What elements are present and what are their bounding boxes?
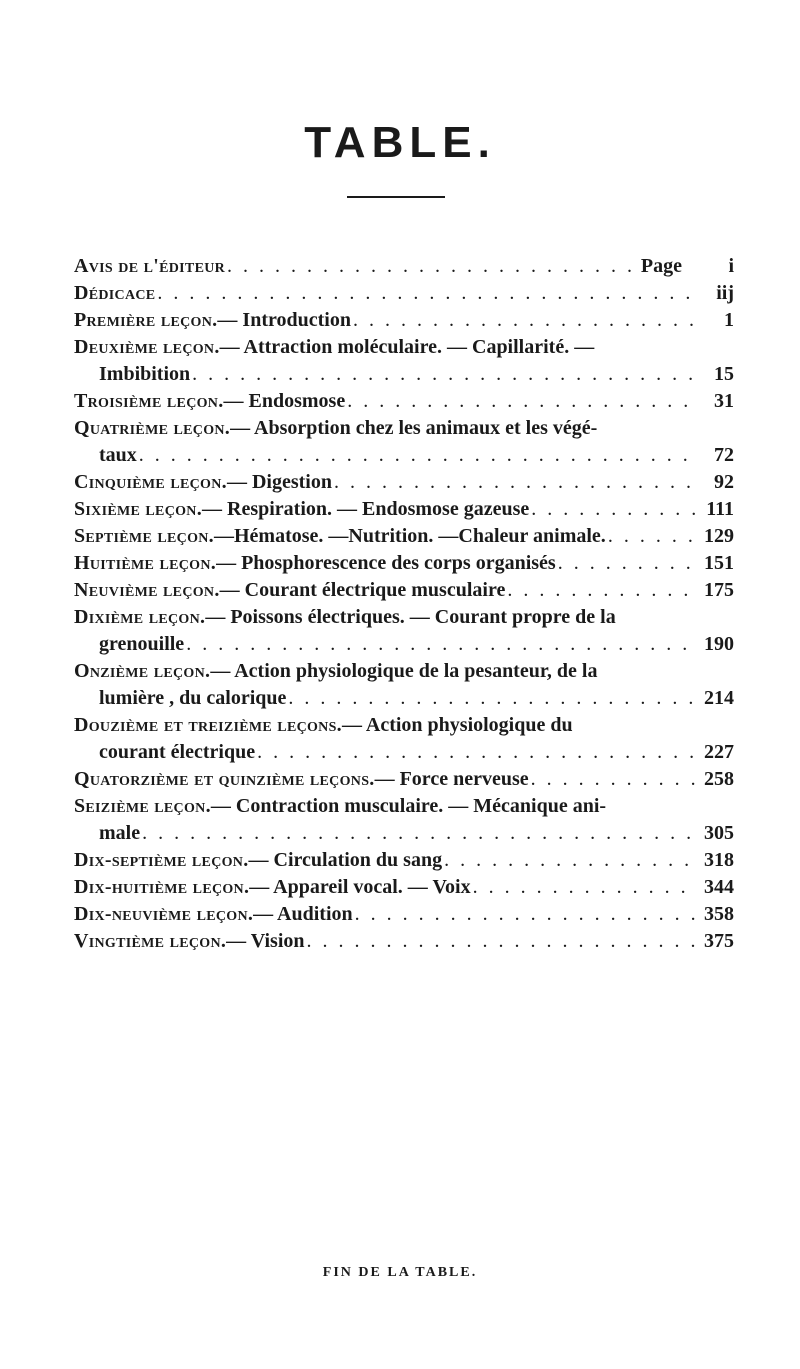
entry-subject: male bbox=[99, 822, 141, 844]
leader-dots bbox=[288, 685, 696, 712]
entry-subject: courant électrique bbox=[99, 741, 256, 763]
page-number: 1 bbox=[724, 309, 734, 331]
end-note: FIN DE LA TABLE. bbox=[322, 1265, 478, 1280]
lesson-title: Vingtième leçon. bbox=[74, 930, 227, 952]
lesson-title: Septième leçon. bbox=[74, 525, 214, 547]
entry-subject: — Audition bbox=[253, 903, 353, 925]
leader-dots bbox=[307, 928, 696, 955]
toc-entry bbox=[74, 901, 734, 928]
leader-dots bbox=[531, 766, 696, 793]
lesson-title: Quatrième leçon. bbox=[74, 417, 231, 439]
entry-subject: — Digestion bbox=[226, 471, 332, 493]
lesson-title: Dédicace bbox=[74, 282, 156, 304]
lesson-title: Huitième leçon. bbox=[74, 552, 217, 574]
page-number: 344 bbox=[704, 876, 734, 898]
lesson-title: Dix-neuvième leçon. bbox=[74, 903, 254, 925]
toc-entry bbox=[74, 415, 734, 469]
leader-dots bbox=[355, 901, 696, 928]
entry-subject: — Contraction musculaire. — Mécanique ani- bbox=[210, 795, 607, 817]
page-number: iij bbox=[716, 282, 734, 304]
toc-entry bbox=[74, 280, 734, 307]
page-number: 111 bbox=[706, 498, 734, 520]
page-number: 15 bbox=[714, 363, 734, 385]
page-number: 214 bbox=[704, 687, 734, 709]
toc-entry bbox=[74, 928, 734, 955]
entry-subject: — Action physiologique de la pesanteur, de la bbox=[210, 660, 598, 682]
entry-subject: — Circulation du sang bbox=[248, 849, 443, 871]
page-number: 190 bbox=[704, 633, 734, 655]
entry-subject: lumière , du calorique bbox=[99, 687, 287, 709]
entry-subject: — Introduction bbox=[217, 309, 351, 331]
title-rule bbox=[347, 196, 445, 198]
entry-subject: —Hématose. —Nutrition. —Chaleur animale. bbox=[213, 525, 606, 547]
lesson-title: Dix-septième leçon. bbox=[74, 849, 249, 871]
toc-entry bbox=[74, 604, 734, 658]
entry-subject: — Poissons électriques. — Courant propre de la bbox=[205, 606, 616, 628]
toc-entry bbox=[74, 658, 734, 712]
page-title: TABLE. bbox=[304, 118, 496, 167]
page-number: i bbox=[728, 255, 734, 277]
page-label: Page bbox=[640, 255, 682, 277]
lesson-title: Sixième leçon. bbox=[74, 498, 203, 520]
leader-dots bbox=[473, 874, 696, 901]
toc-entry bbox=[74, 550, 734, 577]
page-number: 375 bbox=[704, 930, 734, 952]
page-number: 72 bbox=[714, 444, 734, 466]
toc-entry bbox=[74, 307, 734, 334]
leader-dots bbox=[186, 631, 696, 658]
toc-entry bbox=[74, 496, 734, 523]
lesson-title: Quatorzième et quinzième leçons. bbox=[74, 768, 375, 790]
leader-dots bbox=[558, 550, 696, 577]
entry-subject: — Courant électrique musculaire bbox=[219, 579, 506, 601]
page-number: 305 bbox=[704, 822, 734, 844]
leader-dots bbox=[353, 307, 696, 334]
toc-entry bbox=[74, 577, 734, 604]
page-number: 151 bbox=[704, 552, 734, 574]
lesson-title: Onzième leçon. bbox=[74, 660, 211, 682]
entry-subject: — Endosmose bbox=[223, 390, 346, 412]
entry-subject: — Respiration. — Endosmose gazeuse bbox=[202, 498, 530, 520]
lesson-title: Dixième leçon. bbox=[74, 606, 206, 628]
entry-subject: — Attraction moléculaire. — Capillarité. — bbox=[219, 336, 595, 358]
lesson-title: Dix-huitième leçon. bbox=[74, 876, 250, 898]
page-number: 175 bbox=[704, 579, 734, 601]
entry-subject: Imbibition bbox=[99, 363, 191, 385]
page-number: 92 bbox=[714, 471, 734, 493]
lesson-title: Avis de l'éditeur bbox=[74, 255, 226, 277]
toc-entry bbox=[74, 712, 734, 766]
entry-subject: — Appareil vocal. — Voix bbox=[249, 876, 471, 898]
toc-entry bbox=[74, 388, 734, 415]
entry-subject: taux bbox=[99, 444, 137, 466]
toc-entry bbox=[74, 469, 734, 496]
leader-dots bbox=[531, 496, 696, 523]
toc-entry bbox=[74, 847, 734, 874]
leader-dots bbox=[257, 739, 696, 766]
leader-dots bbox=[507, 577, 696, 604]
lesson-title: Première leçon. bbox=[74, 309, 218, 331]
page-number: 31 bbox=[714, 390, 734, 412]
page-number: 227 bbox=[704, 741, 734, 763]
page-number: 318 bbox=[704, 849, 734, 871]
entry-subject: grenouille bbox=[99, 633, 185, 655]
toc-entry bbox=[74, 766, 734, 793]
lesson-title: Douzième et treizième leçons. bbox=[74, 714, 342, 736]
toc-entry bbox=[74, 793, 734, 847]
toc-entry bbox=[74, 253, 734, 280]
page-number: 358 bbox=[704, 903, 734, 925]
lesson-title: Troisième leçon. bbox=[74, 390, 224, 412]
leader-dots bbox=[142, 820, 696, 847]
page-number: 258 bbox=[704, 768, 734, 790]
lesson-title: Cinquième leçon. bbox=[74, 471, 227, 493]
leader-dots bbox=[192, 361, 696, 388]
entry-subject: — Phosphorescence des corps organisés bbox=[216, 552, 556, 574]
leader-dots bbox=[444, 847, 696, 874]
table-of-contents bbox=[74, 253, 734, 955]
entry-subject: — Vision bbox=[226, 930, 305, 952]
toc-entry bbox=[74, 334, 734, 388]
leader-dots bbox=[608, 523, 696, 550]
toc-entry bbox=[74, 874, 734, 901]
leader-dots bbox=[227, 253, 639, 280]
lesson-title: Neuvième leçon. bbox=[74, 579, 220, 601]
entry-subject: — Action physiologique du bbox=[341, 714, 573, 736]
lesson-title: Deuxième leçon. bbox=[74, 336, 220, 358]
entry-subject: — Absorption chez les animaux et les végé- bbox=[230, 417, 598, 439]
leader-dots bbox=[139, 442, 696, 469]
leader-dots bbox=[347, 388, 696, 415]
page-number: 129 bbox=[704, 525, 734, 547]
lesson-title: Seizième leçon. bbox=[74, 795, 211, 817]
leader-dots bbox=[157, 280, 696, 307]
entry-subject: — Force nerveuse bbox=[374, 768, 529, 790]
toc-entry bbox=[74, 523, 734, 550]
leader-dots bbox=[334, 469, 696, 496]
